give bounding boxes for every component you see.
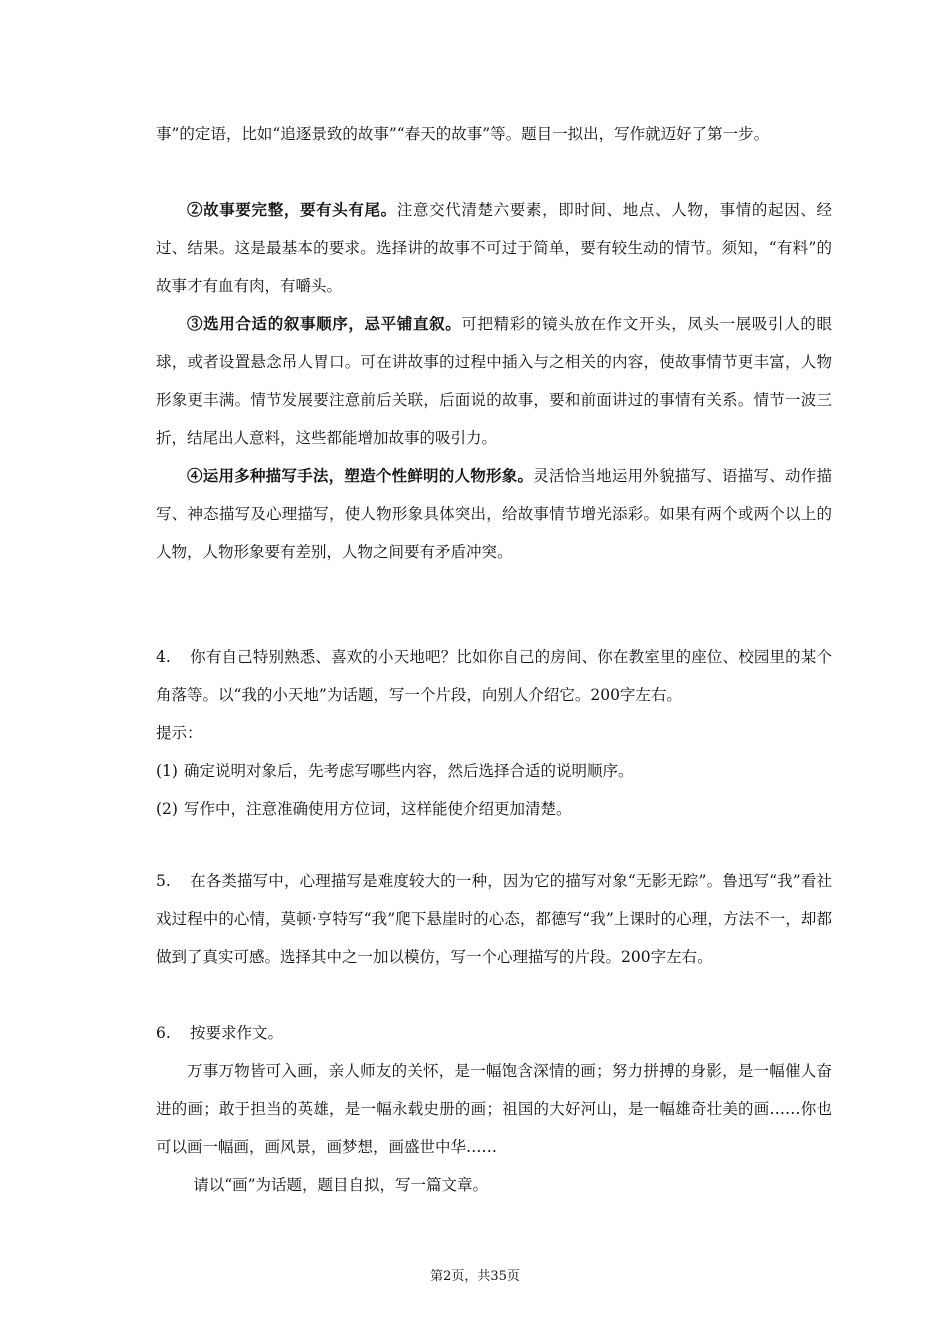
- question-4-number: 4.: [156, 648, 171, 666]
- question-4: [156, 638, 832, 828]
- question-6-number: 6.: [156, 1024, 171, 1042]
- intro-continuation: [156, 115, 832, 153]
- question-4-text: [156, 638, 832, 714]
- tip-2-number: (2): [156, 800, 178, 818]
- question-6-passage: 万事万物皆可入画，亲人师友的关怀，是一幅饱含深情的画；努力拼搏的身影，是一幅催人奋进的画；敢于担当的英雄，是一幅永载史册的画；祖国的大好河山，是一幅雄奇壮美的画……你也可以画一幅画，画风景，画梦想，画盛世中华……: [156, 1062, 832, 1156]
- point-2-body: 注意交代清楚六要素，即时间、地点、人物，事情的起因、经过、结果。这是最基本的要求。选择讲的故事不可过于简单，要有较生动的情节。须知，“有料”的故事才有血有肉，有嚼头。: [156, 201, 832, 295]
- question-6-text: [156, 1014, 832, 1052]
- tips-label: 提示：: [156, 724, 203, 742]
- point-4-heading: ④运用多种描写手法，塑造个性鲜明的人物形象。: [187, 466, 534, 485]
- question-5-number: 5.: [156, 872, 171, 890]
- point-4-body: 灵活恰当地运用外貌描写、语描写、动作描写、神态描写及心理描写，使人物形象具体突出，给故事情节增光添彩。如果有两个或两个以上的人物，人物形象要有差别，人物之间要有矛盾冲突。: [156, 467, 832, 561]
- tip-2-text: 写作中，注意准确使用方位词，这样能使介绍更加清楚。: [184, 800, 572, 818]
- tip-1-number: (1): [156, 762, 178, 780]
- question-6: [156, 1014, 832, 1204]
- point-4-paragraph: [156, 457, 832, 571]
- question-6-instruction: 请以“画”为话题，题目自拟，写一篇文章。: [193, 1176, 489, 1194]
- intro-paragraph: 事”的定语，比如“追逐景致的故事”“春天的故事”等。题目一拟出，写作就迈好了第一步。: [156, 125, 770, 143]
- question-4-body: 你有自己特别熟悉、喜欢的小天地吧？比如你自己的房间、你在教室里的座位、校园里的某个角落等。以“我的小天地”为话题，写一个片段，向别人介绍它。200字左右。: [156, 648, 832, 704]
- point-3-heading: ③选用合适的叙事顺序，忌平铺直叙。: [187, 314, 462, 333]
- question-5-body: 在各类描写中，心理描写是难度较大的一种，因为它的描写对象“无影无踪”。鲁迅写“我”看社戏过程中的心情，莫顿·亨特写“我”爬下悬崖时的心态，都德写“我”上课时的心理，方法不一，却都做到了真实可感。选择其中之一加以模仿，写一个心理描写的片段。200字左右。: [156, 872, 832, 966]
- page-footer: 第2页，共35页: [430, 1269, 520, 1284]
- tip-2: [156, 790, 832, 828]
- point-2-heading: ②故事要完整，要有头有尾。: [187, 200, 397, 219]
- tip-1: [156, 752, 832, 790]
- point-2-paragraph: [156, 191, 832, 305]
- question-5: [156, 862, 832, 976]
- point-3-paragraph: [156, 305, 832, 457]
- point-3-body: 可把精彩的镜头放在作文开头，凤头一展吸引人的眼球，或者设置悬念吊人胃口。可在讲故事的过程中插入与之相关的内容，使故事情节更丰富，人物形象更丰满。情节发展要注意前后关联，后面说的故事，要和前面讲过的事情有关系。情节一波三折，结尾出人意料，这些都能增加故事的吸引力。: [156, 315, 832, 447]
- question-6-body: 按要求作文。: [190, 1024, 284, 1042]
- writing-points: [156, 191, 832, 571]
- tip-1-text: 确定说明对象后，先考虑写哪些内容，然后选择合适的说明顺序。: [184, 762, 634, 780]
- question-5-text: [156, 862, 832, 976]
